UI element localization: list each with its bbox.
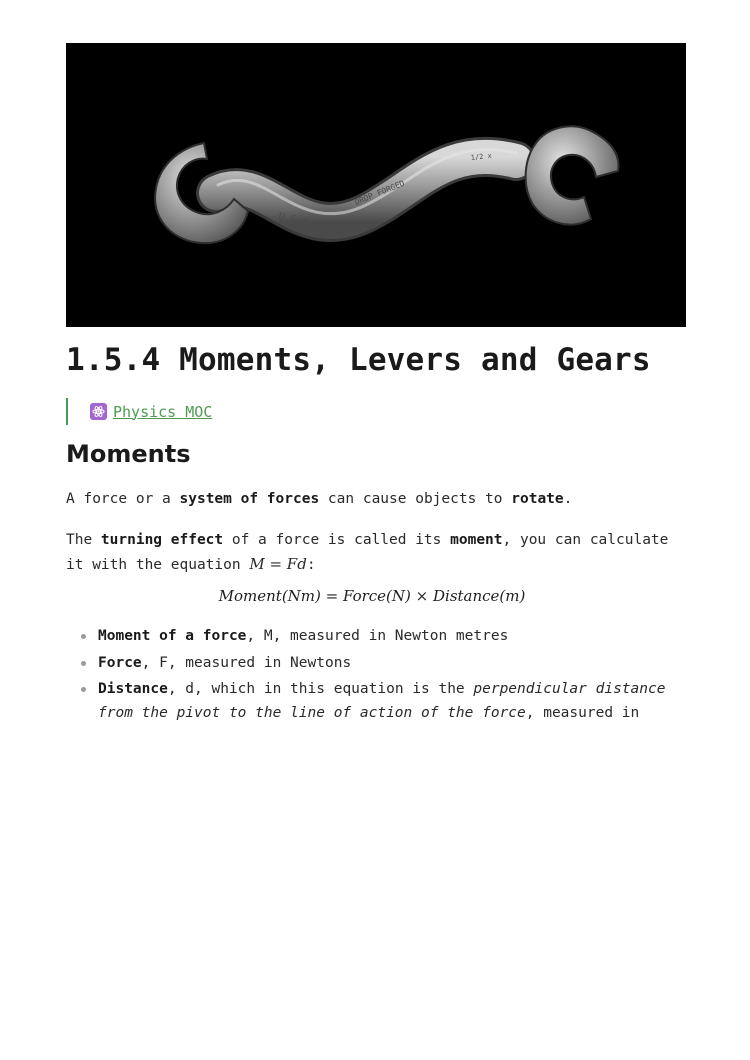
moc-callout bbox=[66, 398, 212, 425]
list-item bbox=[66, 677, 666, 725]
list-item-term: Moment of a force bbox=[98, 628, 247, 644]
para1-text-2: can cause objects to bbox=[319, 491, 512, 507]
equation-equals: = bbox=[320, 587, 343, 605]
engraving-left: U.S.A. bbox=[277, 211, 315, 230]
paragraph-rotation bbox=[66, 487, 678, 511]
list-item-tail: , measured in bbox=[525, 705, 640, 721]
list-item-emphasis: perpendicular distance from the pivot to the line of action of the force bbox=[98, 681, 666, 721]
section-heading: Moments bbox=[66, 440, 191, 468]
para2-bold-1: turning effect bbox=[100, 532, 224, 548]
para1-text-1: A force or a bbox=[66, 491, 180, 507]
para2-text-4: : bbox=[306, 557, 316, 573]
list-item-text: , d, which in this equation is the bbox=[167, 681, 474, 697]
para2-text-3: , you can calculate it with the equation bbox=[66, 532, 669, 573]
inline-equation: M = Fd bbox=[249, 555, 307, 573]
para2-text-1: The bbox=[66, 532, 101, 548]
equation-times: × bbox=[410, 587, 433, 605]
definitions-list bbox=[66, 624, 666, 728]
list-item-term: Distance bbox=[98, 681, 168, 697]
para1-text-3: . bbox=[563, 491, 573, 507]
para2-text-2: of a force is called its bbox=[223, 532, 451, 548]
equation-distance: Distance(m) bbox=[433, 587, 526, 605]
para1-bold-1: system of forces bbox=[179, 491, 320, 507]
physics-moc-link[interactable]: Physics MOC bbox=[113, 402, 213, 421]
para1-bold-2: rotate bbox=[511, 491, 564, 507]
equation-lhs: Moment(Nm) bbox=[218, 587, 321, 605]
equation-force: Force(N) bbox=[342, 587, 411, 605]
moment-equation bbox=[66, 587, 678, 605]
list-item bbox=[66, 651, 666, 675]
atom-icon bbox=[90, 403, 107, 420]
list-item-term: Force bbox=[98, 654, 142, 671]
page-title: 1.5.4 Moments, Levers and Gears bbox=[66, 342, 651, 378]
wrench-image bbox=[66, 43, 686, 327]
engraving-middle: DROP FORGED bbox=[353, 178, 406, 207]
paragraph-moment bbox=[66, 528, 678, 577]
engraving-right: 1/2 x bbox=[470, 151, 493, 162]
list-item bbox=[66, 624, 666, 648]
list-item-text: , M, measured in Newton metres bbox=[246, 628, 509, 644]
list-item-text: , F, measured in Newtons bbox=[141, 654, 352, 671]
wrench-illustration bbox=[66, 43, 686, 327]
para2-bold-2: moment bbox=[450, 532, 503, 548]
